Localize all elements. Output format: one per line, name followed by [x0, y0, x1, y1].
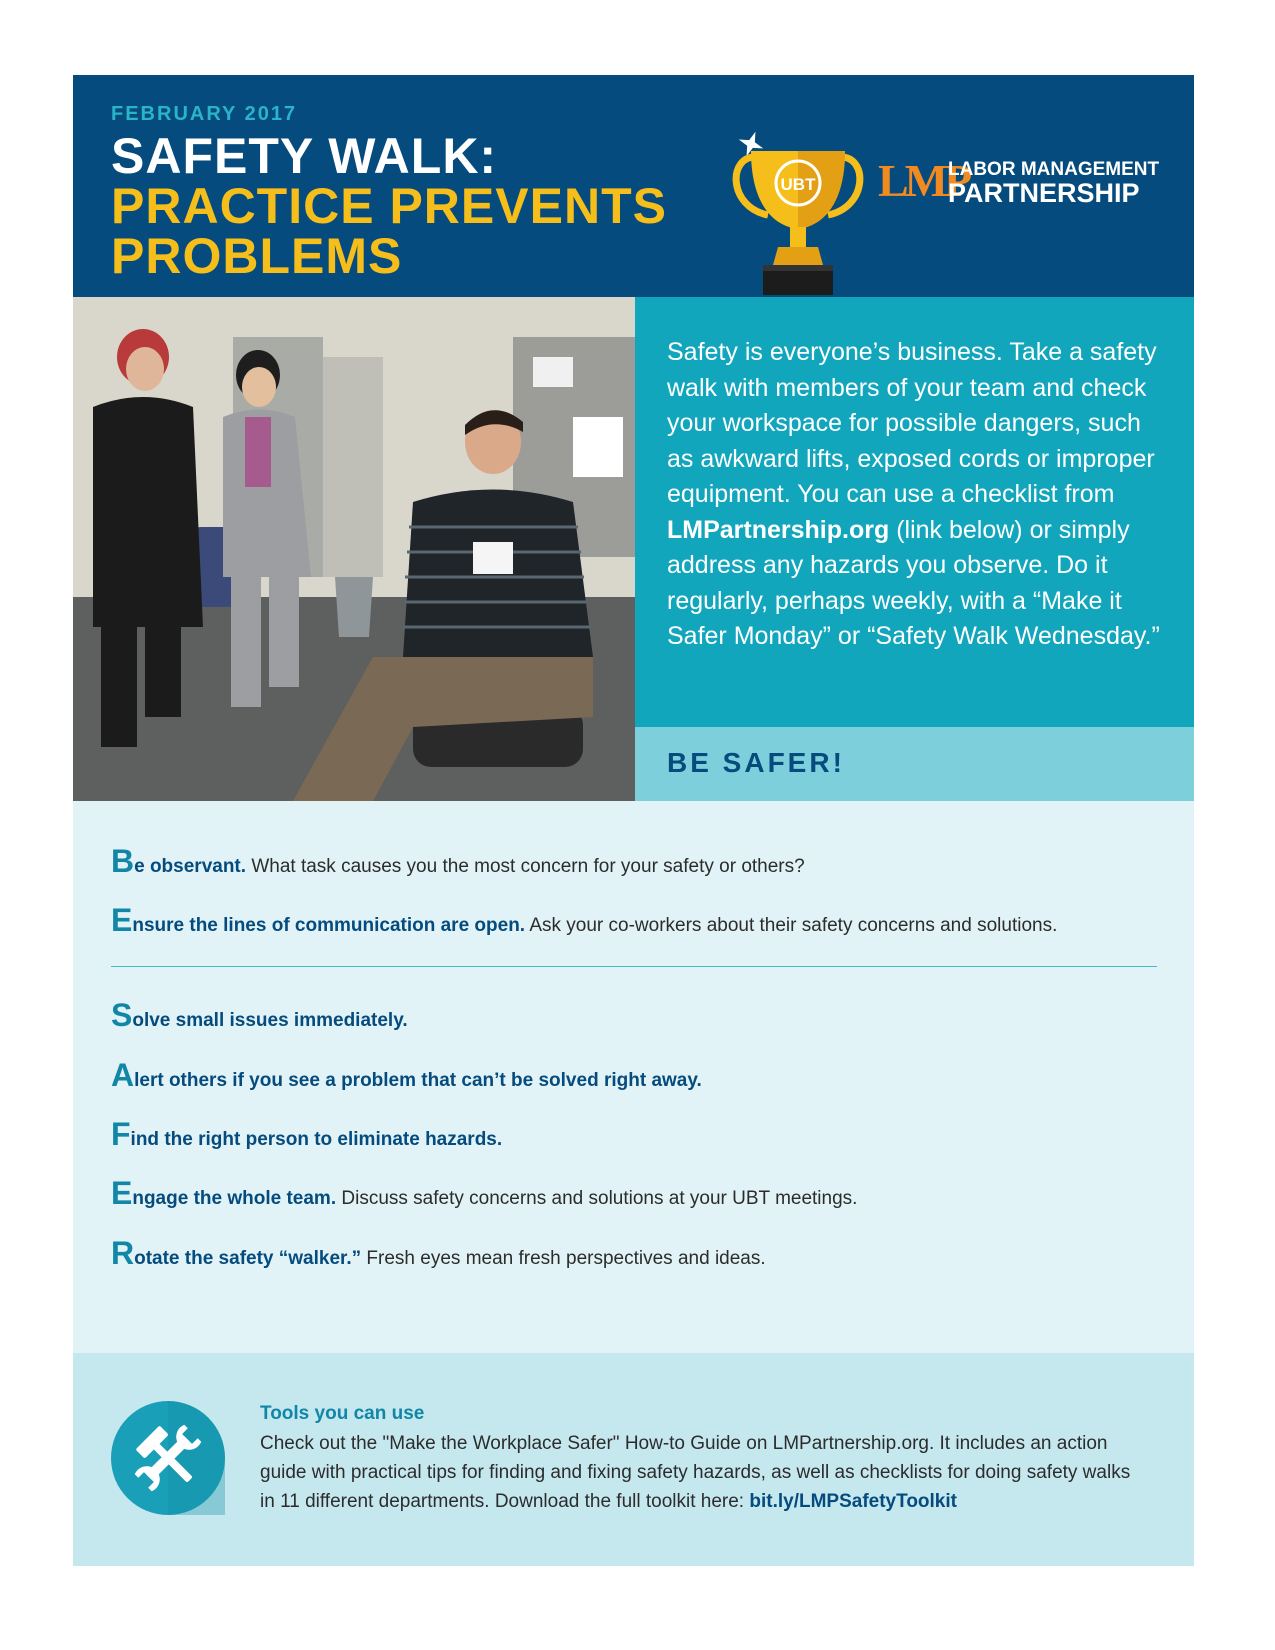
- item-lead: olve small issues immediately.: [132, 1010, 408, 1031]
- list-item: [111, 1116, 502, 1153]
- list-item: [111, 1175, 857, 1212]
- photo-intro-section: [73, 297, 1194, 801]
- toolkit-link[interactable]: bit.ly/LMPSafetyToolkit: [749, 1491, 957, 1512]
- tools-heading: Tools you can use: [260, 1403, 425, 1424]
- divider: [111, 966, 1157, 967]
- item-lead: otate the safety “walker.”: [134, 1248, 362, 1269]
- acronym-letter: F: [111, 1116, 131, 1152]
- acronym-letter: E: [111, 902, 133, 938]
- logo-line-1: LABOR MANAGEMENT: [948, 159, 1160, 180]
- safety-walk-photo: [73, 297, 635, 801]
- item-lead: nsure the lines of communication are open.: [132, 915, 526, 936]
- title-line-3: PROBLEMS: [111, 228, 403, 284]
- list-item: [111, 997, 408, 1034]
- item-lead: ngage the whole team.: [132, 1188, 337, 1209]
- item-rest: Discuss safety concerns and solutions at your UBT meetings.: [336, 1188, 858, 1209]
- tools-icon: [111, 1401, 225, 1515]
- be-safer-bar: [635, 727, 1194, 801]
- page-title: [111, 128, 667, 284]
- title-line-1: SAFETY WALK:: [111, 128, 498, 184]
- acronym-letter: A: [111, 1057, 135, 1093]
- logo-line-2: PARTNERSHIP: [948, 178, 1140, 208]
- list-item: [111, 902, 1057, 939]
- intro-text: [667, 335, 1167, 655]
- acronym-list: [73, 801, 1194, 1353]
- tools-text: [260, 1429, 1140, 1516]
- intro-link[interactable]: LMPartnership.org: [667, 515, 890, 544]
- acronym-letter: B: [111, 843, 135, 879]
- trophy-badge-text: UBT: [780, 175, 816, 194]
- header-banner: [73, 75, 1194, 297]
- lmp-logo-text: [948, 160, 1159, 206]
- acronym-letter: R: [111, 1235, 135, 1271]
- item-rest: Ask your co-workers about their safety concerns and solutions.: [525, 915, 1058, 936]
- item-rest: Fresh eyes mean fresh perspectives and ideas.: [361, 1248, 766, 1269]
- intro-text-before: Safety is everyone’s business. Take a safety walk with members of your team and check your workspace for possible dangers, such as awkward lifts, exposed cords or improper equipment. You can use a checklist from: [667, 338, 1157, 508]
- acronym-letter: E: [111, 1175, 133, 1211]
- list-item: [111, 1235, 766, 1272]
- item-lead: e observant.: [134, 856, 247, 877]
- flyer: [73, 75, 1194, 1566]
- item-lead: ind the right person to eliminate hazards.: [130, 1129, 503, 1150]
- be-safer-heading: BE SAFER!: [667, 747, 845, 778]
- acronym-letter: S: [111, 997, 133, 1033]
- item-rest: What task causes you the most concern for your safety or others?: [246, 856, 805, 877]
- list-item: [111, 1057, 702, 1094]
- intro-text-after: (link below) or simply address any hazards you observe. Do it regularly, perhaps weekly, with a “Make it Safer Monday” or “Safety Walk Wednesday.”: [667, 515, 1160, 650]
- intro-panel: [635, 297, 1194, 727]
- list-item: [111, 843, 805, 880]
- issue-date: FEBRUARY 2017: [111, 103, 298, 125]
- item-lead: lert others if you see a problem that can’t be solved right away.: [134, 1070, 702, 1091]
- lmp-logo-mark: LMP: [878, 155, 969, 206]
- tools-section: [73, 1353, 1194, 1566]
- trophy-icon: [723, 127, 873, 297]
- title-line-2: PRACTICE PREVENTS: [111, 178, 667, 234]
- tools-body: Check out the "Make the Workplace Safer" How-to Guide on LMPartnership.org. It includes an action guide with practical tips for finding and fixing safety hazards, as well as checklists for doing safety walks in 11 different departments. Download the full toolkit here:: [260, 1433, 1131, 1512]
